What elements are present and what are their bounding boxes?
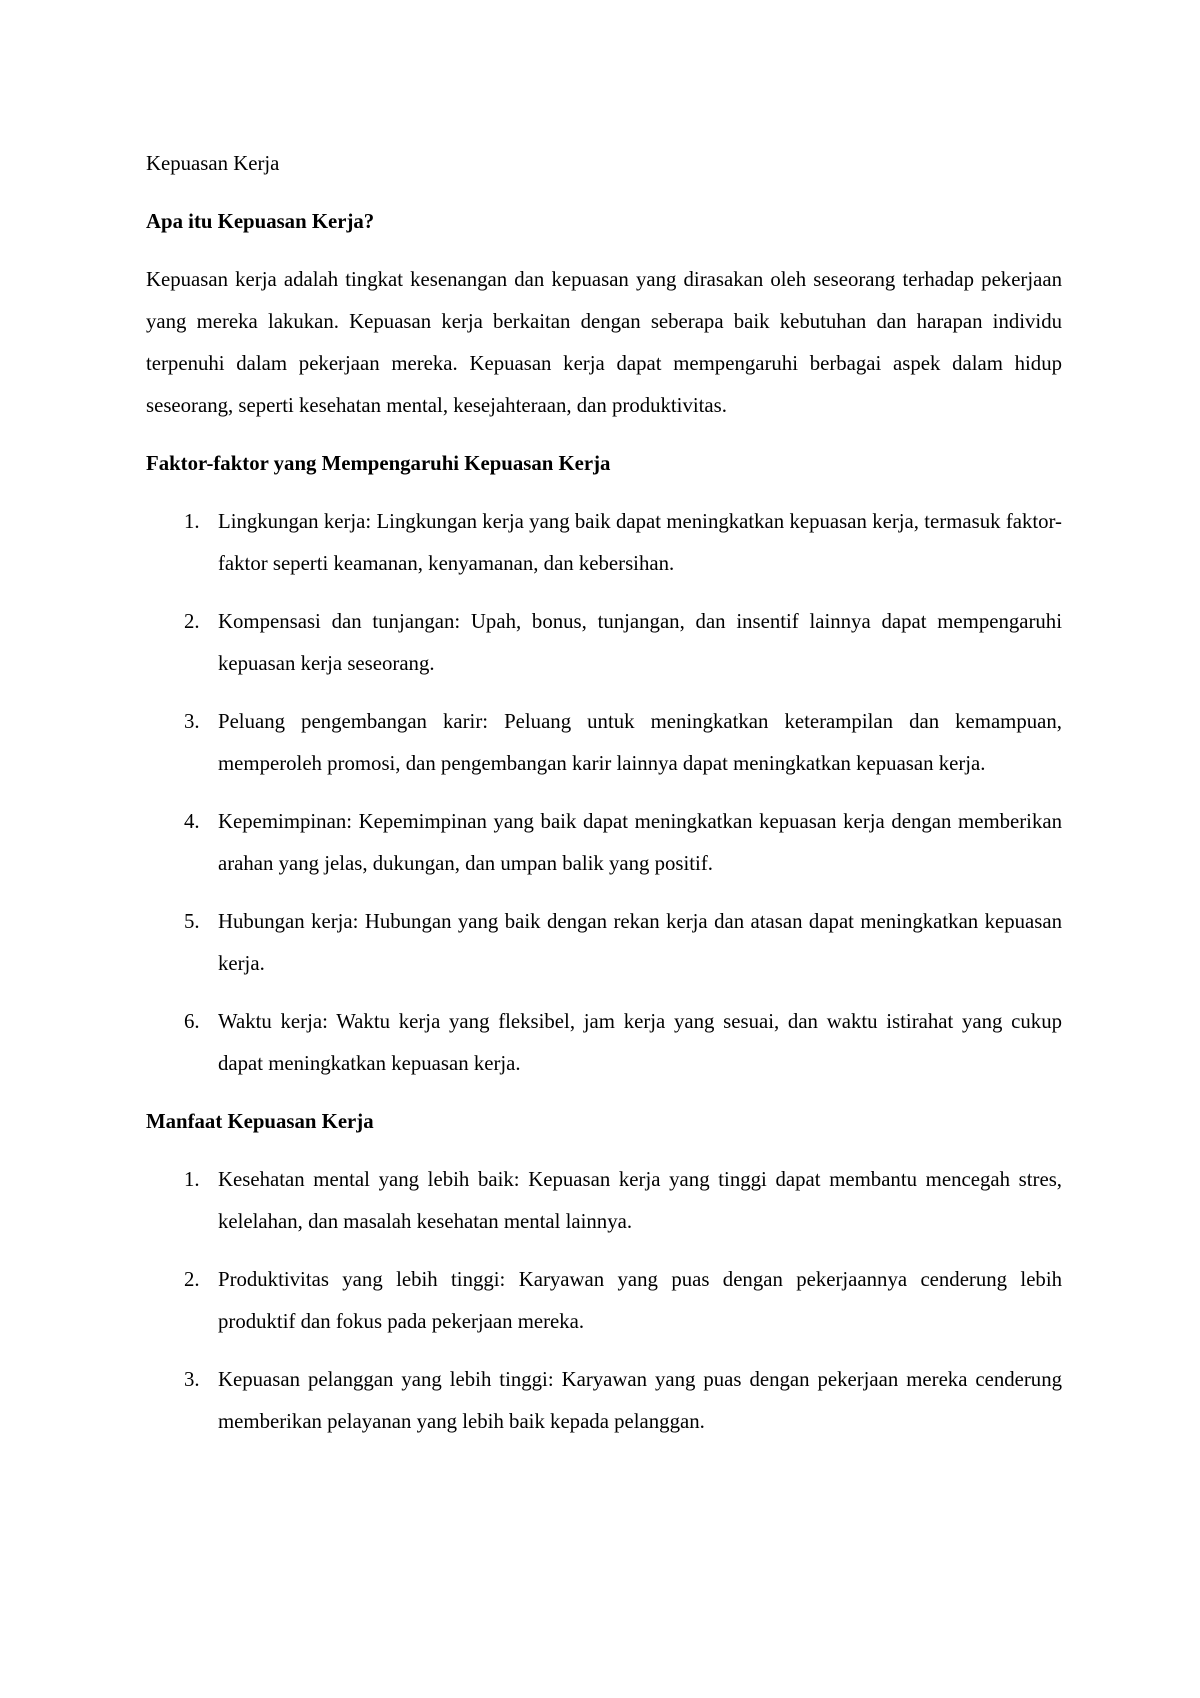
section-heading-manfaat: Manfaat Kepuasan Kerja [146, 1110, 374, 1133]
list-item-text: Hubungan kerja: Hubungan yang baik dengan rekan kerja dan atasan dapat meningkatkan kepuasan kerja. [218, 910, 1062, 975]
list-number: 2. [184, 1268, 200, 1291]
list-number: 6. [184, 1010, 200, 1033]
list-number: 2. [184, 610, 200, 633]
list-item [146, 901, 1062, 985]
document-title: Kepuasan Kerja [146, 152, 280, 175]
list-item [146, 1001, 1062, 1085]
list-number: 1. [184, 1168, 200, 1191]
manfaat-list [146, 1159, 1062, 1443]
list-item-text: Kompensasi dan tunjangan: Upah, bonus, tunjangan, dan insentif lainnya dapat mempengaruhi kepuasan kerja seseorang. [218, 610, 1062, 675]
faktor-list [146, 501, 1062, 1085]
list-item [146, 1359, 1062, 1443]
list-item [146, 801, 1062, 885]
list-item-text: Kepemimpinan: Kepemimpinan yang baik dapat meningkatkan kepuasan kerja dengan memberikan arahan yang jelas, dukungan, dan umpan balik yang positif. [218, 810, 1062, 875]
list-number: 4. [184, 810, 200, 833]
list-item [146, 601, 1062, 685]
list-number: 3. [184, 710, 200, 733]
list-item-text: Produktivitas yang lebih tinggi: Karyawan yang puas dengan pekerjaannya cenderung lebih produktif dan fokus pada pekerjaan mereka. [218, 1268, 1062, 1333]
list-number: 1. [184, 510, 200, 533]
list-item-text: Kesehatan mental yang lebih baik: Kepuasan kerja yang tinggi dapat membantu mencegah stres, kelelahan, dan masalah kesehatan mental lainnya. [218, 1168, 1062, 1233]
list-item-text: Kepuasan pelanggan yang lebih tinggi: Karyawan yang puas dengan pekerjaan mereka cenderung memberikan pelayanan yang lebih baik kepada pelanggan. [218, 1368, 1062, 1433]
list-item-text: Waktu kerja: Waktu kerja yang fleksibel, jam kerja yang sesuai, dan waktu istirahat yang cukup dapat meningkatkan kepuasan kerja. [218, 1010, 1062, 1075]
list-item [146, 1259, 1062, 1343]
list-number: 5. [184, 910, 200, 933]
document-page [146, 143, 1062, 1459]
list-item [146, 1159, 1062, 1243]
list-item [146, 701, 1062, 785]
list-item-text: Lingkungan kerja: Lingkungan kerja yang baik dapat meningkatkan kepuasan kerja, termasuk faktor-faktor seperti keamanan, kenyamanan, dan kebersihan. [218, 510, 1062, 575]
section-heading-faktor: Faktor-faktor yang Mempengaruhi Kepuasan Kerja [146, 452, 611, 475]
definition-paragraph: Kepuasan kerja adalah tingkat kesenangan dan kepuasan yang dirasakan oleh seseorang terhadap pekerjaan yang mereka lakukan. Kepuasan kerja berkaitan dengan seberapa baik kebutuhan dan harapan individu terpenuhi dalam pekerjaan mereka. Kepuasan kerja dapat mempengaruhi berbagai aspek dalam hidup seseorang, seperti kesehatan mental, kesejahteraan, dan produktivitas. [146, 268, 1062, 417]
list-number: 3. [184, 1368, 200, 1391]
section-heading-apa-itu: Apa itu Kepuasan Kerja? [146, 210, 375, 233]
list-item-text: Peluang pengembangan karir: Peluang untuk meningkatkan keterampilan dan kemampuan, memperoleh promosi, dan pengembangan karir lainnya dapat meningkatkan kepuasan kerja. [218, 710, 1062, 775]
list-item [146, 501, 1062, 585]
